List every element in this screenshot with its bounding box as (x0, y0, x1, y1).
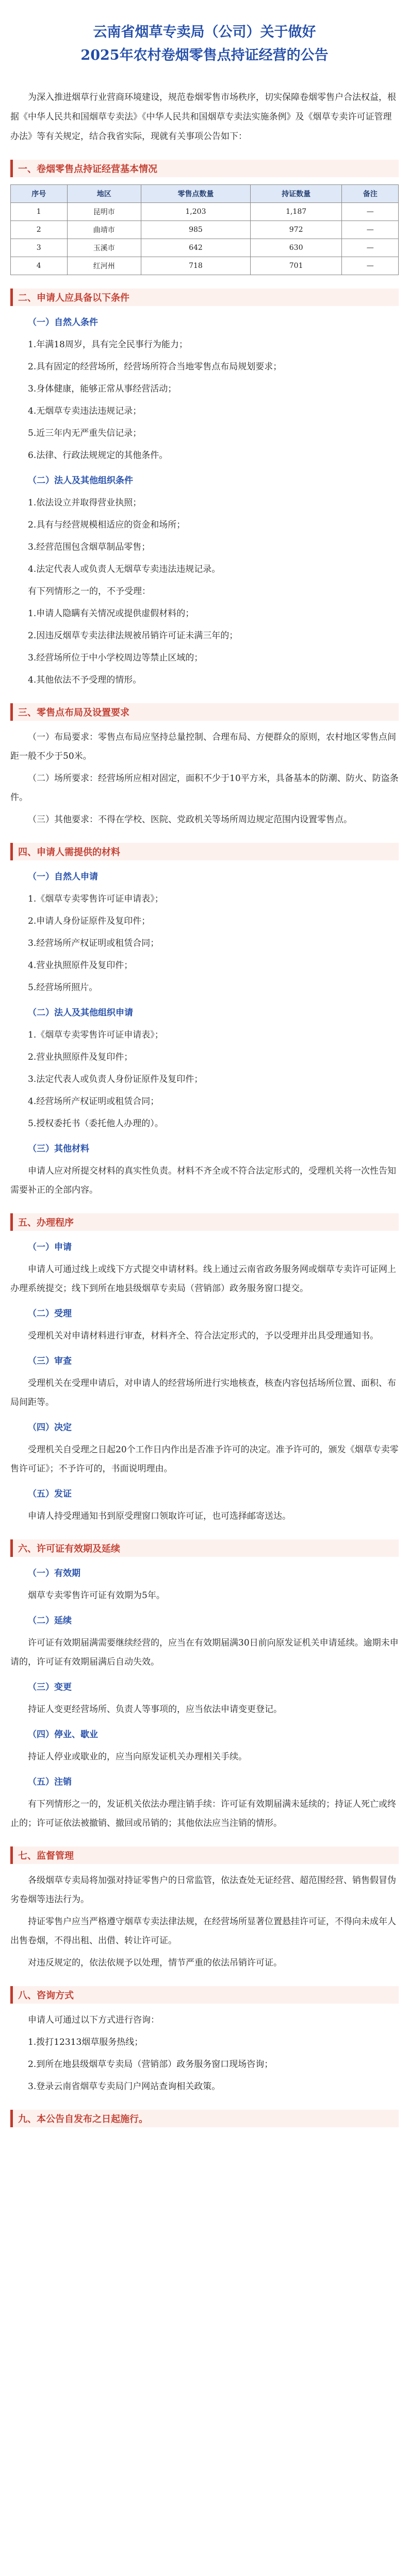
section-3-body (10, 728, 399, 829)
paragraph: 4.营业执照原件及复印件； (28, 960, 133, 971)
section-5-body (10, 1238, 399, 1526)
paragraph: 2.因违反烟草专卖法律法规被吊销许可证未满三年的； (28, 631, 238, 641)
section-2-body (10, 313, 399, 690)
paragraph: 3.登录云南省烟草专卖局门户网站查询相关政策。 (28, 2081, 221, 2092)
table-header-cell: 零售点数量 (141, 185, 251, 203)
table-cell: 1 (11, 203, 68, 221)
section-heading-5: 五、办理程序 (10, 1213, 399, 1231)
table-header-row (11, 185, 399, 203)
table-cell: 4 (11, 257, 68, 275)
table-cell: — (342, 257, 399, 275)
table-row (11, 239, 399, 257)
table-cell: 718 (141, 257, 251, 275)
sub-heading: （三）审查 (28, 1356, 72, 1366)
paragraph: 1.年满18周岁，具有完全民事行为能力； (28, 340, 188, 350)
paragraph: （二）场所要求：经营场所应相对固定，面积不少于10平方米，具备基本的防潮、防火、防盗条件。 (10, 773, 399, 803)
table-cell: 1,203 (141, 203, 251, 221)
paragraph: 持证人变更经营场所、负责人等事项的，应当依法申请变更登记。 (28, 1704, 282, 1715)
paragraph: 1.《烟草专卖零售许可证申请表》； (28, 1030, 163, 1040)
section-heading-4: 四、申请人需提供的材料 (10, 843, 399, 860)
section-6-body (10, 1564, 399, 1833)
table-header-cell: 地区 (67, 185, 141, 203)
paragraph: 各级烟草专卖局将加强对持证零售户的日常监管，依法查处无证经营、超范围经营、销售假冒伪劣卷烟等违法行为。 (10, 1875, 396, 1905)
paragraph: 2.营业执照原件及复印件； (28, 1052, 133, 1062)
paragraph: 5.近三年内无严重失信记录； (28, 428, 142, 438)
paragraph: 有下列情形之一的，发证机关依法办理注销手续：许可证有效期届满未延续的；持证人死亡或终止的；许可证依法被撤销、撤回或吊销的；其他依法应当注销的情形。 (10, 1799, 396, 1828)
section-heading-3: 三、零售点布局及设置要求 (10, 703, 399, 721)
sub-heading: （二）受理 (28, 1309, 72, 1319)
paragraph: 4.法定代表人或负责人无烟草专卖违法违规记录。 (28, 564, 221, 574)
paragraph: 2.到所在地县级烟草专卖局（营销部）政务服务窗口现场咨询； (28, 2059, 273, 2070)
section-8-body (10, 2011, 399, 2096)
sub-heading: （三）变更 (28, 1682, 72, 1692)
paragraph: 3.身体健康，能够正常从事经营活动； (28, 384, 177, 394)
table-cell: — (342, 221, 399, 239)
table-cell: 985 (141, 221, 251, 239)
paragraph: 4.经营场所产权证明或租赁合同； (28, 1096, 159, 1107)
paragraph: 1.《烟草专卖零售许可证申请表》； (28, 894, 163, 904)
paragraph: 2.具有与经营规模相适应的资金和场所； (28, 520, 186, 530)
paragraph: 4.其他依法不予受理的情形。 (28, 675, 142, 685)
paragraph: 3.经营场所位于中小学校周边等禁止区域的； (28, 653, 203, 663)
table-row (11, 257, 399, 275)
sub-heading: （四）决定 (28, 1422, 72, 1433)
section-heading-1: 一、卷烟零售点持证经营基本情况 (10, 160, 399, 177)
sub-heading: （二）延续 (28, 1616, 72, 1626)
table-header-cell: 序号 (11, 185, 68, 203)
table-header-cell: 持证数量 (250, 185, 342, 203)
table-cell: — (342, 239, 399, 257)
statistics-table (10, 184, 399, 275)
sub-heading: （一）自然人条件 (28, 317, 98, 328)
sub-heading: （五）注销 (28, 1777, 72, 1787)
paragraph: 4.无烟草专卖违法违规记录； (28, 406, 142, 416)
sub-heading: （一）有效期 (28, 1568, 80, 1579)
sub-heading: （一）自然人申请 (28, 872, 98, 882)
table-cell: 642 (141, 239, 251, 257)
table-cell: 3 (11, 239, 68, 257)
paragraph: 5.经营场所照片。 (28, 982, 98, 993)
section-heading-6: 六、许可证有效期及延续 (10, 1539, 399, 1557)
section-heading-9: 九、本公告自发布之日起施行。 (10, 2110, 399, 2127)
paragraph: 申请人可通过以下方式进行咨询： (28, 2015, 159, 2025)
table-cell: 红河州 (67, 257, 141, 275)
paragraph: 5.授权委托书（委托他人办理的）。 (28, 1118, 163, 1129)
paragraph: 持证零售户应当严格遵守烟草专卖法律法规，在经营场所显著位置悬挂许可证，不得向未成年人出售卷烟，不得出租、出借、转让许可证。 (10, 1917, 396, 1946)
title-line-2: 2025年农村卷烟零售点持证经营的公告 (80, 47, 329, 63)
paragraph: 有下列情形之一的，不予受理： (28, 586, 151, 597)
paragraph: 对违反规定的，依法依规予以处理，情节严重的依法吊销许可证。 (28, 1958, 282, 1968)
paragraph: 2.申请人身份证原件及复印件； (28, 916, 151, 926)
table-cell: 1,187 (250, 203, 342, 221)
sub-heading: （二）法人及其他组织条件 (28, 476, 133, 486)
paragraph: 6.法律、行政法规规定的其他条件。 (28, 450, 168, 461)
section-heading-8: 八、咨询方式 (10, 1986, 399, 2004)
paragraph: 2.具有固定的经营场所，经营场所符合当地零售点布局规划要求； (28, 362, 282, 372)
paragraph: 3.经营范围包含烟草制品零售； (28, 542, 151, 552)
paragraph: 烟草专卖零售许可证有效期为5年。 (28, 1590, 165, 1601)
paragraph: 受理机关对申请材料进行审查，材料齐全、符合法定形式的，予以受理并出具受理通知书。 (28, 1331, 379, 1341)
table-row (11, 203, 399, 221)
paragraph: （三）其他要求：不得在学校、医院、党政机关等场所周边规定范围内设置零售点。 (28, 815, 352, 825)
section-7-body (10, 1871, 399, 1973)
sub-heading: （一）申请 (28, 1242, 72, 1252)
table-cell: 701 (250, 257, 342, 275)
table-cell: — (342, 203, 399, 221)
table-cell: 昆明市 (67, 203, 141, 221)
sub-heading: （五）发证 (28, 1489, 72, 1499)
paragraph: 申请人应对所提交材料的真实性负责。材料不齐全或不符合法定形式的，受理机关将一次性告知需要补正的全部内容。 (10, 1166, 396, 1195)
paragraph: 申请人持受理通知书到原受理窗口领取许可证，也可选择邮寄送达。 (28, 1511, 291, 1521)
title-line-1: 云南省烟草专卖局（公司）关于做好 (93, 24, 316, 40)
table-cell: 2 (11, 221, 68, 239)
table-cell: 630 (250, 239, 342, 257)
section-4-body (10, 868, 399, 1200)
paragraph: 持证人停业或歇业的，应当向原发证机关办理相关手续。 (28, 1752, 247, 1762)
intro-paragraph: 为深入推进烟草行业营商环境建设，规范卷烟零售市场秩序，切实保障卷烟零售户合法权益，根据《中华人民共和国烟草专卖法》《中华人民共和国烟草专卖法实施条例》及《烟草专卖许可证管理办法》等有关规定，结合我省实际，现就有关事项公告如下： (10, 92, 396, 142)
table-cell: 玉溪市 (67, 239, 141, 257)
paragraph: 1.申请人隐瞒有关情况或提供虚假材料的； (28, 608, 194, 619)
paragraph: 3.经营场所产权证明或租赁合同； (28, 938, 159, 948)
table-row (11, 221, 399, 239)
table-cell: 曲靖市 (67, 221, 141, 239)
sub-heading: （四）停业、歇业 (28, 1730, 98, 1740)
sub-heading: （三）其他材料 (28, 1144, 89, 1154)
paragraph: 受理机关在受理申请后，对申请人的经营场所进行实地核查，核查内容包括场所位置、面积、布局间距等。 (10, 1378, 396, 1408)
paragraph: 申请人可通过线上或线下方式提交申请材料。线上通过云南省政务服务网或烟草专卖许可证网上办理系统提交；线下到所在地县级烟草专卖局（营销部）政务服务窗口提交。 (10, 1264, 396, 1294)
paragraph: 许可证有效期届满需要继续经营的，应当在有效期届满30日前向原发证机关申请延续。逾期未申请的，许可证有效期届满后自动失效。 (10, 1638, 399, 1667)
paragraph: 1.拨打12313烟草服务热线； (28, 2037, 143, 2047)
sub-heading: （二）法人及其他组织申请 (28, 1008, 133, 1018)
section-heading-2: 二、申请人应具备以下条件 (10, 289, 399, 306)
table-header-cell: 备注 (342, 185, 399, 203)
table-cell: 972 (250, 221, 342, 239)
paragraph: 1.依法设立并取得营业执照； (28, 498, 142, 508)
paragraph: 3.法定代表人或负责人身份证原件及复印件； (28, 1074, 203, 1084)
document-title (10, 21, 399, 67)
section-heading-7: 七、监督管理 (10, 1846, 399, 1864)
paragraph: 受理机关自受理之日起20个工作日内作出是否准予许可的决定。准予许可的，颁发《烟草专卖零售许可证》；不予许可的，书面说明理由。 (10, 1445, 399, 1474)
paragraph: （一）布局要求：零售点布局应坚持总量控制、合理布局、方便群众的原则，农村地区零售点间距一般不少于50米。 (10, 732, 396, 761)
